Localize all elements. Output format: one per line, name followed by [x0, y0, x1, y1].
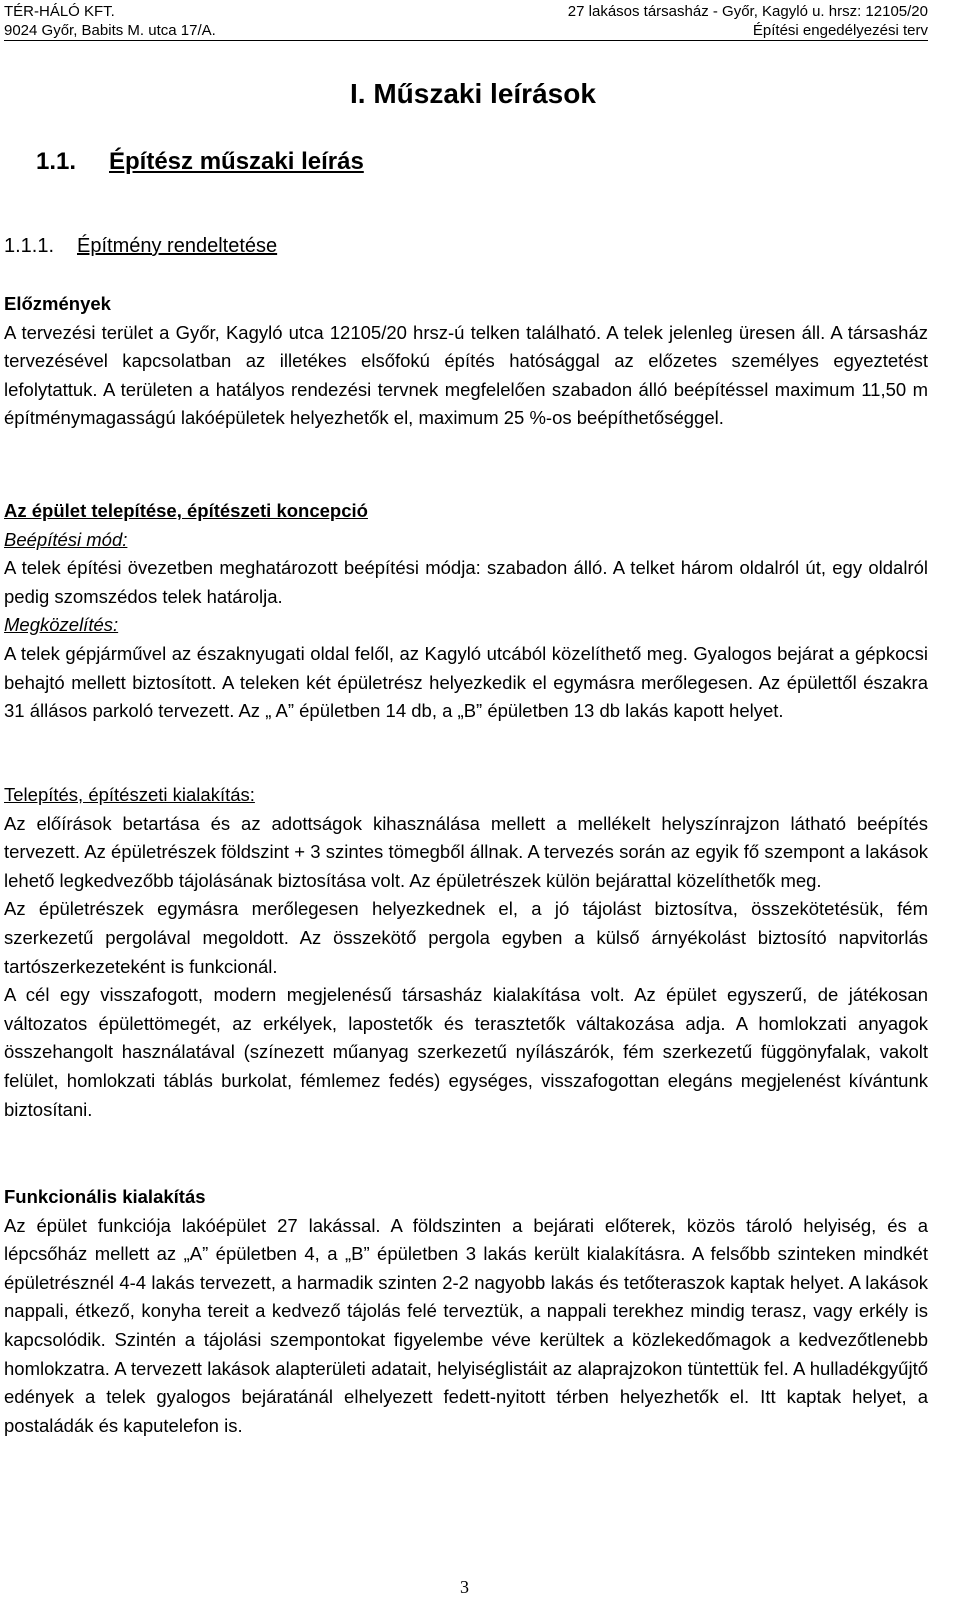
elozmenyek-block — [4, 290, 928, 433]
funkcionalis-heading: Funkcionális kialakítás — [4, 1186, 206, 1207]
section-title: Építész műszaki leírás — [109, 148, 364, 175]
kialakitas-paragraph-2: Az épületrészek egymásra merőlegesen helyezkednek el, a jó tájolást biztosítva, összekötetésük, fém szerkezetű pergolával megoldott. Az összekötő pergola egyben a külső árnyékolást biztosító napvitorlás tartószerkezeteként is funkcionál. — [4, 898, 928, 977]
section-number: 1.1. — [36, 148, 77, 175]
header-address: 9024 Győr, Babits M. utca 17/A. — [4, 22, 216, 39]
funkcionalis-paragraph: Az épület funkciója lakóépület 27 lakással. A földszinten a bejárati előterek, közös tároló helyiség, és a lépcsőház mellett az „A” épületben 4, a „B” épületben 3 lakás került kialakításra. A felsőbb szinteken mindkét épületrésznél 4-4 lakás tervezett, a harmadik szinten 2-2 nagyobb lakás és tetőteraszok kaptak helyet. A lakások nappali, étkező, konyha tereit a kedvező tájolás felé terveztük, a nappali terekhez mindig terasz, vagy erkély is kapcsolódik. Szintén a tájolási szempontokat figyelembe véve kerültek a közlekedőmagok a kedvezőtlenebb homlokzatra. A tervezett lakások alapterületi adatait, helyiséglistáit az alaprajzokon tüntettük fel. A hulladékgyűjtő edények a telek gyalogos bejáratánál elhelyezett fedett-nyitott térben helyezhetők el. Itt kaptak helyet, a postaládák és kaputelefon is. — [4, 1214, 928, 1436]
kialakitas-block — [4, 781, 928, 1124]
elozmenyek-heading: Előzmények — [4, 293, 111, 314]
subsection-number: 1.1.1. — [4, 235, 55, 257]
subsection-title: Építmény rendeltetése — [77, 235, 278, 257]
elozmenyek-paragraph: A tervezési terület a Győr, Kagyló utca 12105/20 hrsz-ú telken található. A telek jelenleg üresen áll. A társasház tervezésével kapcsolatban az illetékes elsőfokú építés hatósággal az előzetes személyes egyeztetést lefolytattuk. A területen a hatályos rendezési tervnek megfelelően szabadon álló beépítéssel maximum 11,50 m építménymagasságú lakóépületek helyezhetők el, maximum 25 %-os beépíthetőséggel. — [4, 321, 928, 429]
subsection-heading — [4, 233, 277, 259]
header-doc-type: Építési engedélyezési terv — [752, 22, 928, 39]
page-number: 3 — [460, 1577, 469, 1597]
header-project: 27 lakásos társasház - Győr, Kagyló u. hrsz: 12105/20 — [567, 3, 928, 20]
megkozelites-label: Megközelítés: — [4, 614, 119, 636]
megkozelites-paragraph: A telek gépjárművel az északnyugati oldal felől, az Kagyló utcából közelíthető meg. Gyalogos bejárat a gépkocsi behajtó mellett biztosított. A teleken két épületrész helyezkedik el egymásra merőlegesen. Az épülettől északra 31 állásos parkoló tervezett. Az „ A” épületben 14 db, a „B” épületben 13 db lakás kapott helyet. — [4, 642, 928, 722]
kialakitas-paragraph-3: A cél egy visszafogott, modern megjelenésű társasház kialakítása volt. Az épület egyszerű, de játékosan változatos épülettömegét, az erkélyek, lapostetők és terasztetők váltakozása adja. A homlokzati anyagok összehangolt használatával (színezett műanyag szerkezetű nyílászárók, fém szerkezetű függönyfalak, vakolt felület, homlokzati táblás burkolat, fémlemez fedés) egységes, visszafogottan elegáns megjelenést kívántunk biztosítani. — [4, 984, 928, 1120]
telepites-heading: Az épület telepítése, építészeti koncepció — [4, 500, 368, 521]
kialakitas-paragraph-1: Az előírások betartása és az adottságok kihasználása mellett a mellékelt helyszínrajzon látható beépítés tervezett. Az épületrészek földszint + 3 szintes tömegből állnak. A tervezés során az egyik fő szempont a lakások lehető legkedvezőbb tájolásának biztosítása volt. Az épületrészek külön bejárattal közelíthetők meg. — [4, 812, 928, 891]
section-heading — [36, 146, 364, 178]
main-title: I. Műszaki leírások — [350, 78, 596, 109]
funkcionalis-block — [4, 1183, 928, 1440]
beepitesi-mod-paragraph: A telek építési övezetben meghatározott beépítési módja: szabadon álló. A telket három oldalról út, egy oldalról pedig szomszédos telek határolja. — [4, 557, 928, 607]
telepites-block — [4, 497, 928, 726]
page-header — [4, 2, 928, 41]
kialakitas-label: Telepítés, építészeti kialakítás: — [4, 784, 255, 805]
beepitesi-mod-label: Beépítési mód: — [4, 528, 128, 550]
header-company: TÉR-HÁLÓ KFT. — [4, 3, 115, 20]
